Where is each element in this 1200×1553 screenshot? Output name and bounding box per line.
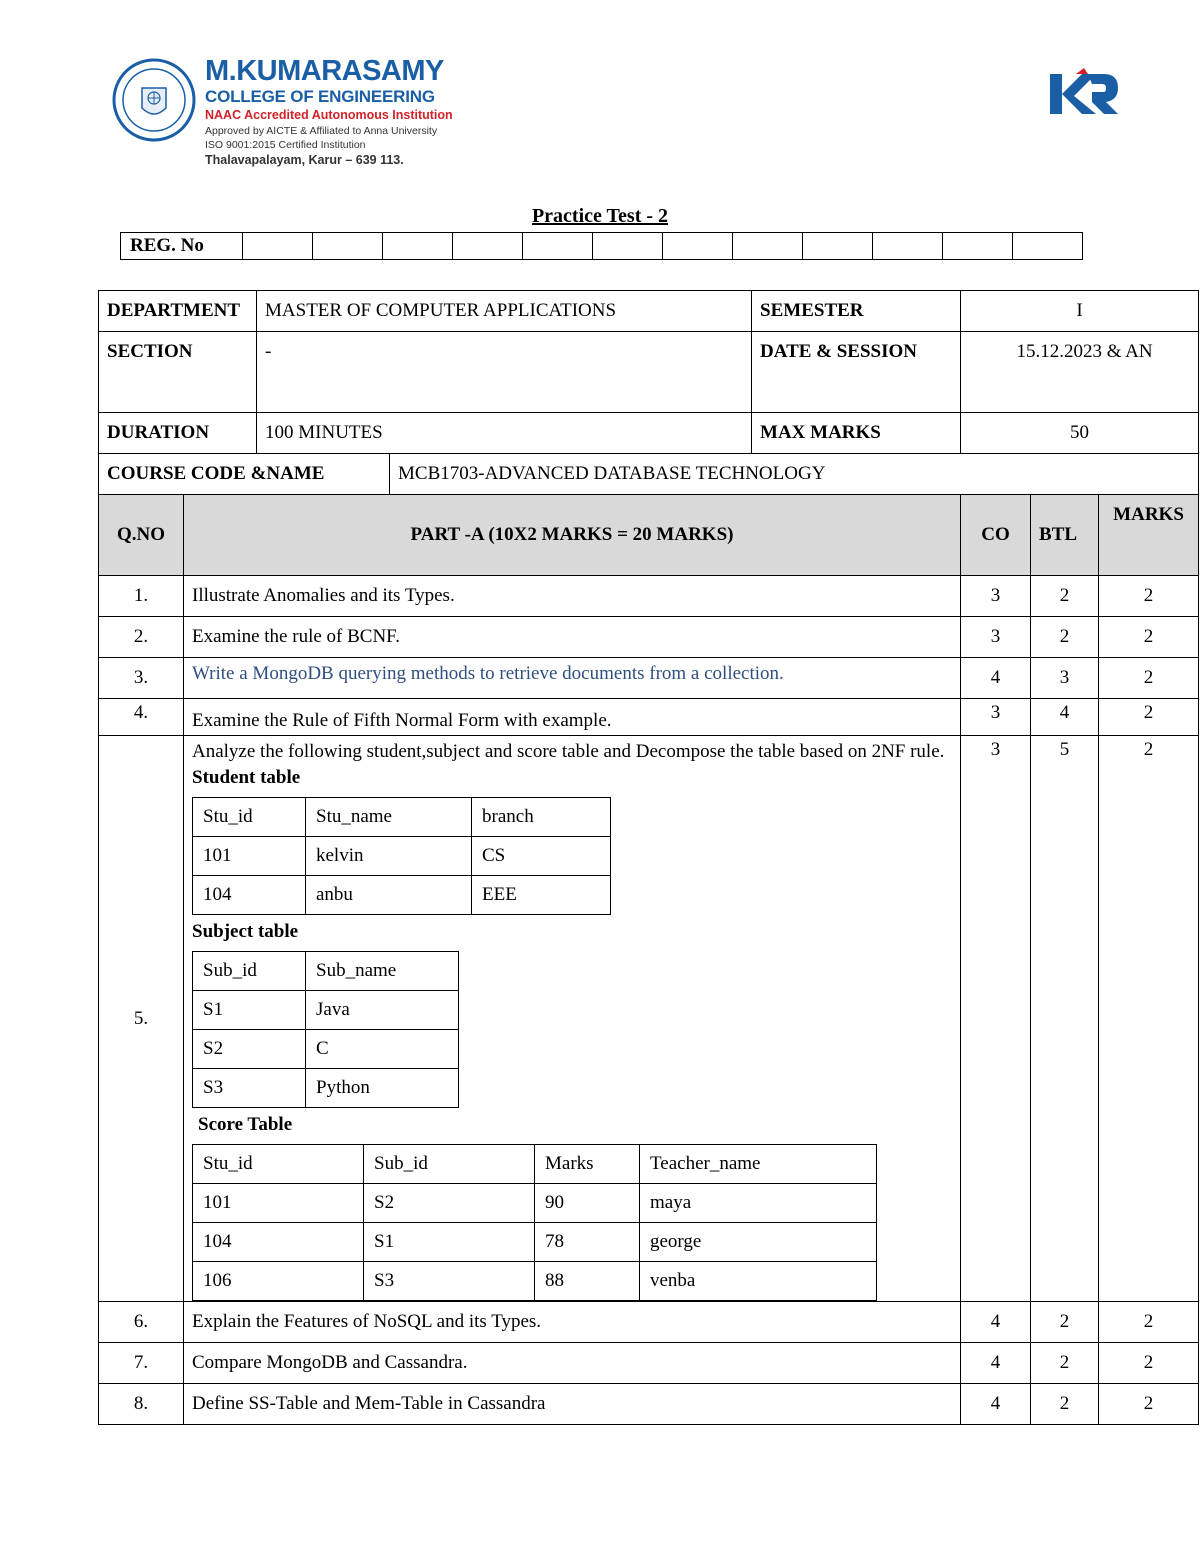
question-btl: 2 [1031, 1384, 1099, 1425]
table-cell: S3 [364, 1262, 535, 1301]
info-row-section [99, 332, 1199, 413]
reg-no-box[interactable] [873, 233, 943, 260]
question-body [184, 736, 961, 1302]
subject-table-header [193, 952, 459, 991]
reg-no-box[interactable] [523, 233, 593, 260]
reg-no-box[interactable] [313, 233, 383, 260]
table-cell: anbu [306, 876, 472, 915]
question-text: Examine the rule of BCNF. [184, 617, 961, 658]
section-value: - [257, 332, 752, 413]
table-cell: venba [640, 1262, 877, 1301]
department-label: DEPARTMENT [99, 291, 257, 332]
question-co: 4 [961, 1302, 1031, 1343]
course-label: COURSE CODE &NAME [99, 454, 390, 495]
semester-value: I [961, 291, 1199, 332]
table-row [193, 837, 611, 876]
question-text: Compare MongoDB and Cassandra. [184, 1343, 961, 1384]
page-title: Practice Test - 2 [531, 205, 669, 227]
question-row [99, 658, 1199, 699]
reg-no-box[interactable] [593, 233, 663, 260]
question-number: 4. [99, 699, 184, 736]
reg-no-label: REG. No [121, 233, 243, 260]
table-cell: maya [640, 1184, 877, 1223]
table-row [193, 1069, 459, 1108]
department-value: MASTER OF COMPUTER APPLICATIONS [257, 291, 752, 332]
info-row-course [99, 454, 1199, 495]
question-btl: 3 [1031, 658, 1099, 699]
question-row [99, 576, 1199, 617]
reg-no-box[interactable] [383, 233, 453, 260]
question-number: 3. [99, 658, 184, 699]
question-btl: 5 [1031, 736, 1099, 1302]
table-cell: Sub_id [364, 1145, 535, 1184]
question-number: 1. [99, 576, 184, 617]
table-row [193, 1184, 877, 1223]
table-cell: 78 [535, 1223, 640, 1262]
reg-no-box[interactable] [943, 233, 1013, 260]
reg-no-box[interactable] [663, 233, 733, 260]
score-table [192, 1144, 877, 1301]
table-cell: Python [306, 1069, 459, 1108]
question-row [99, 1384, 1199, 1425]
table-row [193, 1030, 459, 1069]
student-table-title: Student table [192, 767, 301, 788]
table-cell: C [306, 1030, 459, 1069]
table-cell: Stu_name [306, 798, 472, 837]
question-marks: 2 [1099, 576, 1199, 617]
reg-no-row [121, 233, 1083, 260]
college-seal-logo [112, 58, 196, 142]
question-row [99, 1343, 1199, 1384]
table-cell: S1 [193, 991, 306, 1030]
question-text: Write a MongoDB querying methods to retrieve documents from a collection. [184, 658, 961, 699]
question-co: 4 [961, 1343, 1031, 1384]
table-row [193, 991, 459, 1030]
table-row [193, 1262, 877, 1301]
question-number: 5. [99, 736, 184, 1302]
question-co: 3 [961, 576, 1031, 617]
question-marks: 2 [1099, 658, 1199, 699]
question-text: Define SS-Table and Mem-Table in Cassandra [184, 1384, 961, 1425]
reg-no-box[interactable] [243, 233, 313, 260]
info-row-duration [99, 413, 1199, 454]
table-cell: 104 [193, 1223, 364, 1262]
table-cell: S2 [364, 1184, 535, 1223]
question-text: Examine the Rule of Fifth Normal Form with example. [184, 699, 961, 736]
college-line2: COLLEGE OF ENGINEERING [205, 87, 435, 106]
date-session-value: 15.12.2023 & AN [961, 332, 1199, 413]
btl-header: BTL [1031, 495, 1099, 576]
section-label: SECTION [99, 332, 257, 413]
table-cell: S3 [193, 1069, 306, 1108]
table-cell: S1 [364, 1223, 535, 1262]
reg-no-box[interactable] [1013, 233, 1083, 260]
date-session-label: DATE & SESSION [752, 332, 961, 413]
table-cell: george [640, 1223, 877, 1262]
question-btl: 2 [1031, 576, 1099, 617]
approved-line: Approved by AICTE & Affiliated to Anna University [205, 125, 438, 137]
table-cell: Stu_id [193, 1145, 364, 1184]
question-number: 6. [99, 1302, 184, 1343]
table-cell: kelvin [306, 837, 472, 876]
table-cell: Marks [535, 1145, 640, 1184]
table-cell: 90 [535, 1184, 640, 1223]
question-btl: 4 [1031, 699, 1099, 736]
student-table [192, 797, 611, 915]
table-row [193, 1223, 877, 1262]
naac-line: NAAC Accredited Autonomous Institution [205, 108, 453, 122]
question-btl: 2 [1031, 617, 1099, 658]
question-row [99, 699, 1199, 736]
question-marks: 2 [1099, 1384, 1199, 1425]
question-marks: 2 [1099, 699, 1199, 736]
part-header: PART -A (10X2 MARKS = 20 MARKS) [184, 495, 961, 576]
question-marks: 2 [1099, 736, 1199, 1302]
table-cell: 104 [193, 876, 306, 915]
table-cell: CS [472, 837, 611, 876]
marks-header: MARKS [1099, 495, 1199, 576]
question-marks: 2 [1099, 617, 1199, 658]
question-row [99, 1302, 1199, 1343]
subject-table-title: Subject table [192, 921, 299, 942]
table-cell: Java [306, 991, 459, 1030]
table-cell: 88 [535, 1262, 640, 1301]
question-number: 8. [99, 1384, 184, 1425]
table-cell: EEE [472, 876, 611, 915]
question-number: 7. [99, 1343, 184, 1384]
question-co: 3 [961, 699, 1031, 736]
student-table-header [193, 798, 611, 837]
table-cell: S2 [193, 1030, 306, 1069]
table-cell: Teacher_name [640, 1145, 877, 1184]
iso-line: ISO 9001:2015 Certified Institution [205, 139, 366, 151]
table-cell: 101 [193, 837, 306, 876]
info-row-department [99, 291, 1199, 332]
co-header: CO [961, 495, 1031, 576]
question-row [99, 617, 1199, 658]
subject-table [192, 951, 459, 1108]
college-brand [205, 56, 453, 169]
question-text: Analyze the following student,subject and score table and Decompose the table based on 2NF rule. [192, 741, 945, 762]
question-co: 3 [961, 736, 1031, 1302]
duration-value: 100 MINUTES [257, 413, 752, 454]
table-cell: Sub_id [193, 952, 306, 991]
table-cell: branch [472, 798, 611, 837]
table-cell: 106 [193, 1262, 364, 1301]
question-marks: 2 [1099, 1302, 1199, 1343]
part-header-row [99, 495, 1199, 576]
reg-no-box[interactable] [733, 233, 803, 260]
question-text: Explain the Features of NoSQL and its Types. [184, 1302, 961, 1343]
question-co: 4 [961, 1384, 1031, 1425]
table-cell: Sub_name [306, 952, 459, 991]
duration-label: DURATION [99, 413, 257, 454]
score-table-header [193, 1145, 877, 1184]
question-btl: 2 [1031, 1343, 1099, 1384]
course-value: MCB1703-ADVANCED DATABASE TECHNOLOGY [390, 454, 1199, 495]
max-marks-label: MAX MARKS [752, 413, 961, 454]
question-number: 2. [99, 617, 184, 658]
table-cell: Stu_id [193, 798, 306, 837]
reg-no-box[interactable] [453, 233, 523, 260]
address-line: Thalavapalayam, Karur – 639 113. [205, 153, 404, 167]
score-table-title: Score Table [198, 1114, 293, 1135]
question-text: Illustrate Anomalies and its Types. [184, 576, 961, 617]
table-cell: 101 [193, 1184, 364, 1223]
question-marks: 2 [1099, 1343, 1199, 1384]
question-co: 3 [961, 617, 1031, 658]
table-row [193, 876, 611, 915]
reg-no-box[interactable] [803, 233, 873, 260]
college-name: M.KUMARASAMY [205, 55, 444, 87]
kr-logo [1048, 66, 1120, 122]
max-marks-value: 50 [961, 413, 1199, 454]
qno-header: Q.NO [99, 495, 184, 576]
reg-no-table [120, 232, 1083, 260]
semester-label: SEMESTER [752, 291, 961, 332]
question-btl: 2 [1031, 1302, 1099, 1343]
question-row [99, 736, 1199, 1302]
question-co: 4 [961, 658, 1031, 699]
exam-table [98, 290, 1199, 1425]
